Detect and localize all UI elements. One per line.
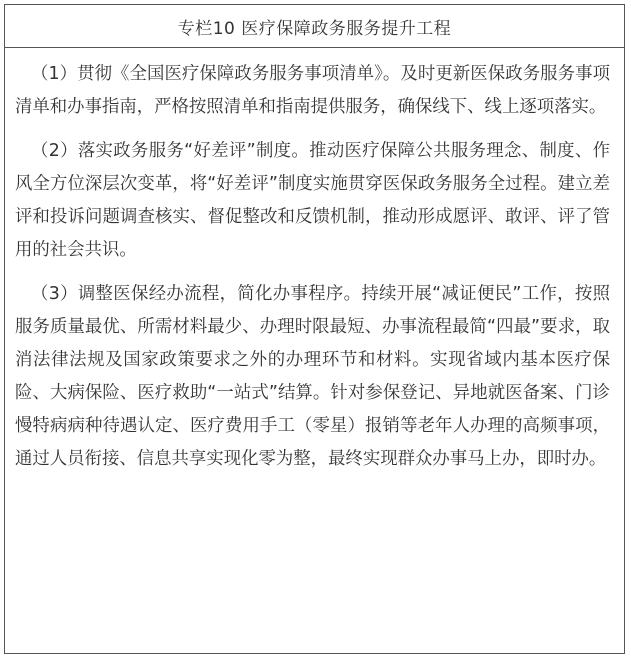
paragraph-1: （1）贯彻《全国医疗保障政务服务事项清单》。及时更新医保政务服务事项清单和办事指南，严格按照清单和指南提供服务，确保线下、线上逐项落实。 [15,64,610,117]
paragraph-2: （2）落实政务服务“好差评”制度。推动医疗保障公共服务理念、制度、作风全方位深层次变革，将“好差评”制度实施贯穿医保政务服务全过程。建立差评和投诉问题调查核实、督促整改和反馈机制，推动形成愿评、敢评、评了管用的社会共识。 [15,141,610,260]
column-title: 专栏10 医疗保障政务服务提升工程 [5,5,624,48]
column-box [4,4,625,654]
column-content [5,48,624,476]
paragraph-3: （3）调整医保经办流程，简化办事程序。持续开展“减证便民”工作，按照服务质量最优、所需材料最少、办理时限最短、办事流程最简“四最”要求，取消法律法规及国家政策要求之外的办理环节和材料。实现省域内基本医疗保险、大病保险、医疗救助“一站式”结算。针对参保登记、异地就医备案、门诊慢特病病种待遇认定、医疗费用手工（零星）报销等老年人办理的高频事项，通过人员衔接、信息共享实现化零为整，最终实现群众办事马上办，即时办。 [15,284,610,469]
